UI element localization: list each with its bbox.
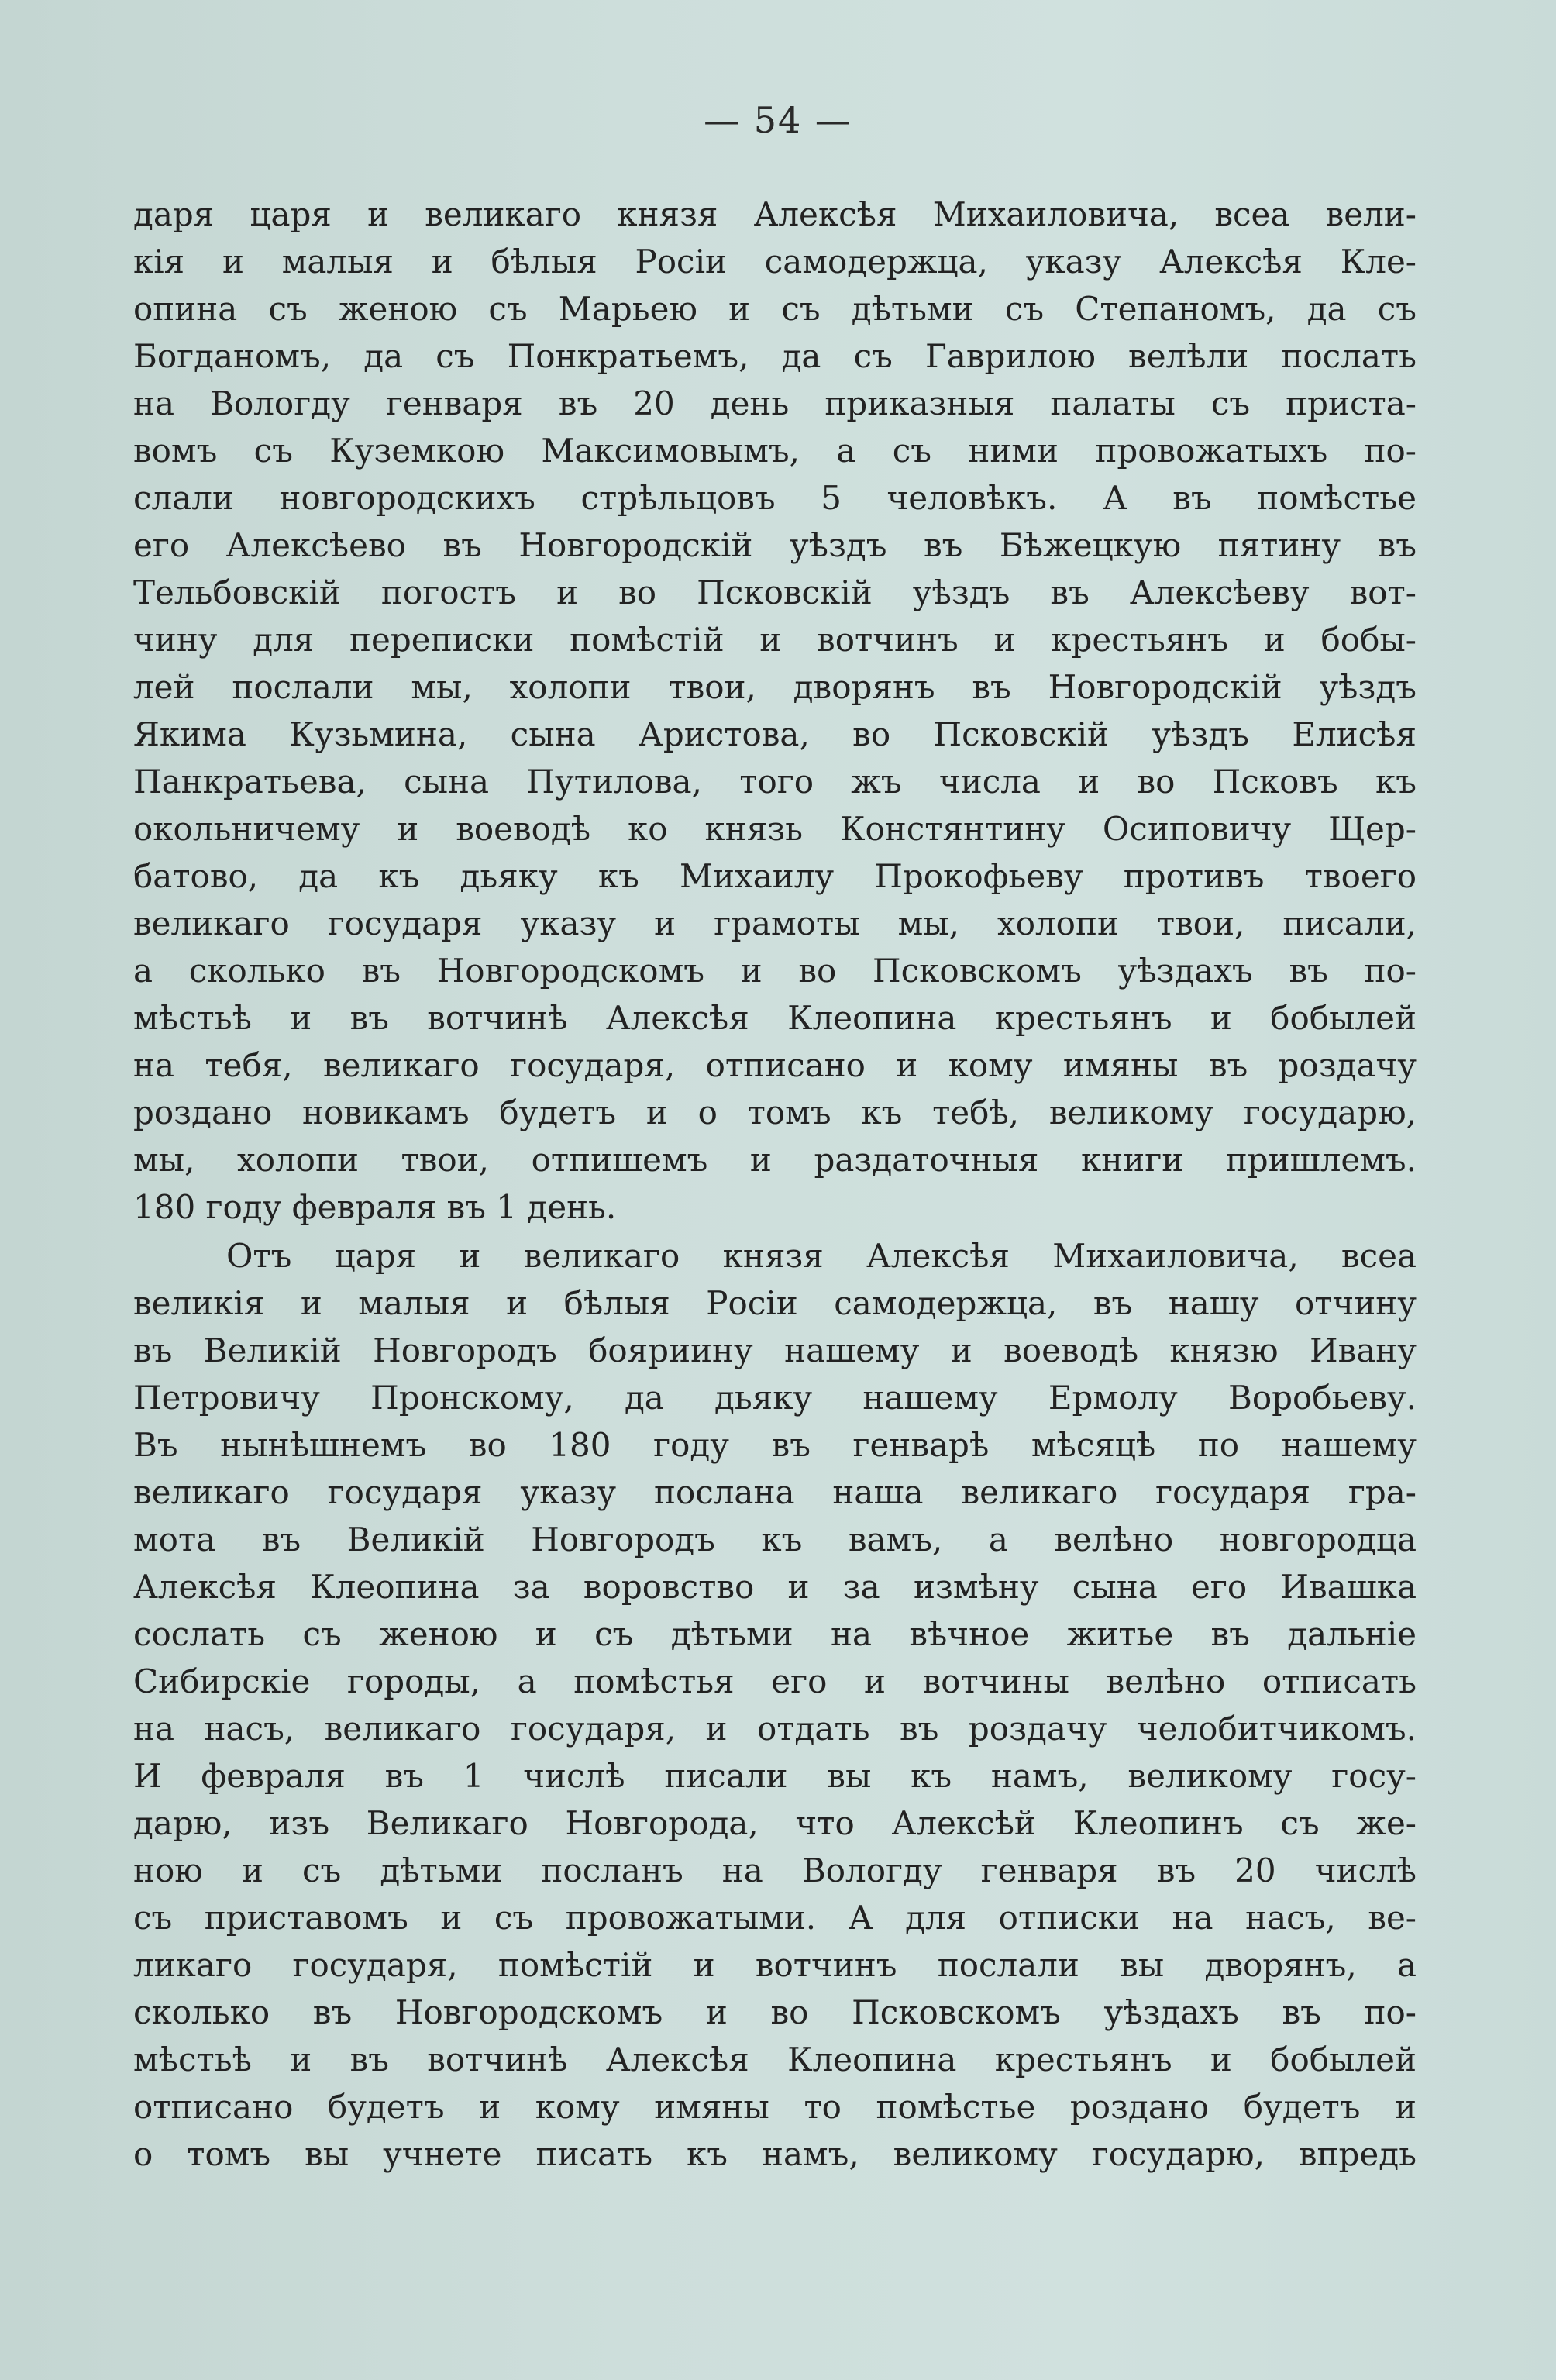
text-line: а сколько въ Новгородскомъ и во Псковскомъ уѣздахъ въ по- (133, 952, 1417, 990)
text-line: лей послали мы, холопи твои, дворянъ въ Новгородскій уѣздъ (133, 668, 1417, 706)
text-line: ликаго государя, помѣстій и вотчинъ послали вы дворянъ, а (133, 1946, 1417, 1984)
text-line: о томъ вы учнете писать къ намъ, великому государю, впредь (133, 2135, 1417, 2173)
text-line: мы, холопи твои, отпишемъ и раздаточныя книги пришлемъ. (133, 1141, 1417, 1179)
text-line: его Алексѣево въ Новгородскій уѣздъ въ Бѣжецкую пятину въ (133, 526, 1417, 564)
text-line: на насъ, великаго государя, и отдать въ роздачу челобитчикомъ. (133, 1710, 1417, 1748)
text-line: окольничему и воеводѣ ко князь Констянтину Осиповичу Щер- (133, 810, 1417, 848)
text-line: сколько въ Новгородскомъ и во Псковскомъ уѣздахъ въ по- (133, 1993, 1417, 2031)
paragraph-2 (133, 1232, 1417, 2178)
text-line: чину для переписки помѣстій и вотчинъ и крестьянъ и бобы- (133, 621, 1417, 659)
text-line: дарю, изъ Великаго Новгорода, что Алексѣй Клеопинъ съ же- (133, 1804, 1417, 1842)
text-line: роздано новикамъ будетъ и о томъ къ тебѣ, великому государю, (133, 1094, 1417, 1131)
text-line: даря царя и великаго князя Алексѣя Михаиловича, всеа вели- (133, 195, 1417, 233)
text-line: Алексѣя Клеопина за воровство и за измѣну сына его Ивашка (133, 1568, 1417, 1606)
text-line: мота въ Великій Новгородъ къ вамъ, а велѣно новгородца (133, 1521, 1417, 1559)
text-line: Тельбовскій погостъ и во Псковскій уѣздъ въ Алексѣеву вот- (133, 573, 1417, 611)
text-line: на тебя, великаго государя, отписано и кому имяны въ роздачу (133, 1046, 1417, 1084)
text-line: великаго государя указу послана наша великаго государя гра- (133, 1473, 1417, 1511)
text-line: И февраля въ 1 числѣ писали вы къ намъ, великому госу- (133, 1757, 1417, 1795)
text-line: ною и съ дѣтьми посланъ на Вологду генваря въ 20 числѣ (133, 1851, 1417, 1889)
text-line: отписано будетъ и кому имяны то помѣстье роздано будетъ и (133, 2088, 1417, 2126)
text-line: Панкратьева, сына Путилова, того жъ числа и во Псковъ къ (133, 763, 1417, 801)
paragraph-1 (133, 191, 1417, 1231)
text-line: Петровичу Пронскому, да дьяку нашему Ермолу Воробьеву. (133, 1379, 1417, 1417)
text-line: кія и малыя и бѣлыя Росіи самодержца, указу Алексѣя Кле- (133, 243, 1417, 281)
text-line: сослать съ женою и съ дѣтьми на вѣчное житье въ дальніе (133, 1615, 1417, 1653)
text-line: батово, да къ дьяку къ Михаилу Прокофьеву противъ твоего (133, 857, 1417, 895)
page-number: — 54 — (704, 99, 852, 141)
text-line: въ Великій Новгородъ бояриину нашему и воеводѣ князю Ивану (133, 1331, 1417, 1369)
text-line: съ приставомъ и съ провожатыми. А для отписки на насъ, ве- (133, 1899, 1417, 1937)
text-line: опина съ женою съ Марьею и съ дѣтьми съ Степаномъ, да съ (133, 290, 1417, 328)
text-line: на Вологду генваря въ 20 день приказныя палаты съ приста- (133, 384, 1417, 422)
text-line: слали новгородскихъ стрѣльцовъ 5 человѣкъ. А въ помѣстье (133, 479, 1417, 517)
text-line: великія и малыя и бѣлыя Росіи самодержца, въ нашу отчину (133, 1284, 1417, 1322)
text-line: мѣстьѣ и въ вотчинѣ Алексѣя Клеопина крестьянъ и бобылей (133, 999, 1417, 1037)
text-line: 180 году февраля въ 1 день. (133, 1188, 617, 1226)
text-line: великаго государя указу и грамоты мы, холопи твои, писали, (133, 904, 1417, 942)
text-line: Богданомъ, да съ Понкратьемъ, да съ Гаврилою велѣли послать (133, 337, 1417, 375)
text-line: Якима Кузьмина, сына Аристова, во Псковскій уѣздъ Елисѣя (133, 715, 1417, 753)
text-line: вомъ съ Куземкою Максимовымъ, а съ ними провожатыхъ по- (133, 432, 1417, 470)
text-line: Сибирскіе городы, а помѣстья его и вотчины велѣно отписать (133, 1662, 1417, 1700)
text-line: Отъ царя и великаго князя Алексѣя Михаиловича, всеа (226, 1237, 1417, 1275)
text-line: Въ нынѣшнемъ во 180 году въ генварѣ мѣсяцѣ по нашему (133, 1426, 1417, 1464)
text-line: мѣстьѣ и въ вотчинѣ Алексѣя Клеопина крестьянъ и бобылей (133, 2041, 1417, 2079)
